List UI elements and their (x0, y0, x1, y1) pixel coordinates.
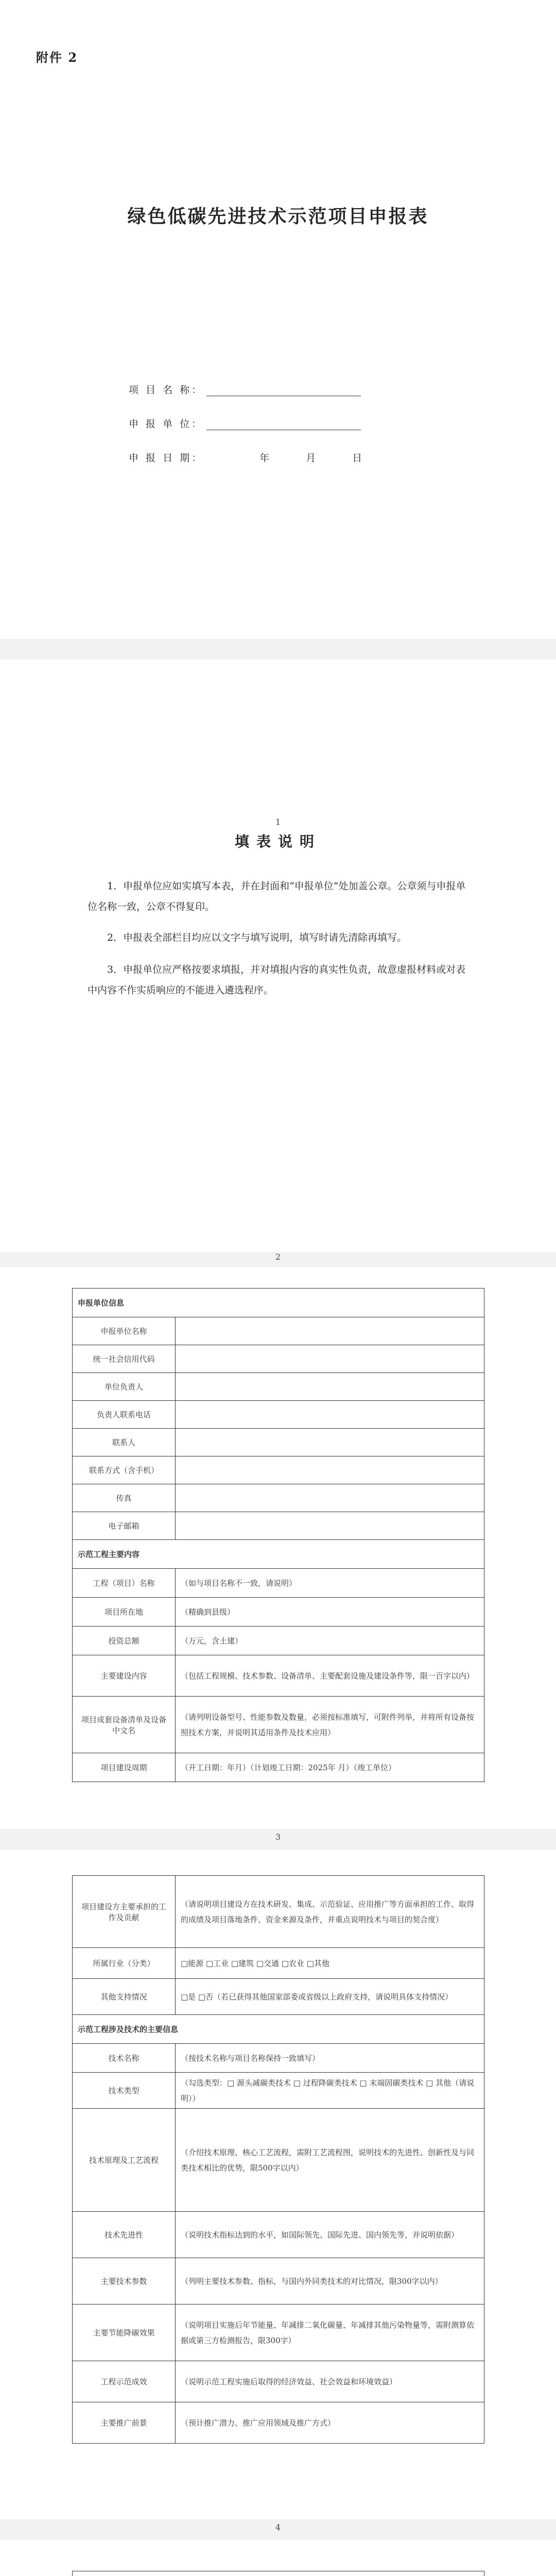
row-value[interactable] (176, 1456, 484, 1484)
row-value[interactable]: （开工日期：年月）（计划竣工日期：2025年 月）（竣工单位） (176, 1753, 484, 1782)
row-label: 传真 (73, 1484, 176, 1512)
section-header: 申报单位信息 (73, 1289, 484, 1317)
attachment-label: 附件 2 (36, 50, 78, 65)
row-label: 投资总额 (73, 1626, 176, 1655)
row-label: 单位负责人 (73, 1373, 176, 1401)
page-number: 2 (275, 1252, 281, 1262)
row-label: 统一社会信用代码 (73, 1345, 176, 1373)
row-value[interactable] (176, 1345, 484, 1373)
row-value[interactable] (176, 1317, 484, 1345)
section-header: 示范工程涉及技术的主要信息 (73, 2015, 484, 2044)
cover-field-date (129, 450, 363, 464)
row-label: 主要节能降碳效果 (73, 2304, 176, 2361)
row-label: 主要推广前景 (73, 2402, 176, 2444)
row-label: 技术名称 (73, 2044, 176, 2073)
instruction-item: 1．申报单位应如实填写本表，并在封面和“申报单位”处加盖公章。公章须与申报单位名称一致，公章不得复印。 (88, 880, 466, 912)
date-month: 月 (306, 452, 317, 464)
cover-field-label: 项 目 名 称： (129, 384, 204, 396)
row-value[interactable] (176, 1512, 484, 1540)
instruction-item: 3．申报单位应严格按要求填报，并对填报内容的真实性负责，故意虚报材料或对表中内容不作实质响应的不能进入遴选程序。 (88, 964, 466, 996)
cover-field-label: 申 报 单 位： (129, 418, 204, 430)
row-value[interactable]: （说明示范工程实施后取得的经济效益、社会效益和环境效益） (176, 2361, 484, 2402)
row-value[interactable]: （预计推广潜力、推广应用领域及推广方式） (176, 2402, 484, 2444)
row-value[interactable]: （请说明项目建设方在技术研发、集成、示范验证、应用推广等方面承担的工作、取得的成绩及项目落地条件、资金来源及条件，并重点说明技术与项目的契合度） (176, 1876, 484, 1948)
page-number: 1 (275, 817, 281, 827)
project-detail-table (72, 1875, 484, 2444)
row-label: 项目建设周期 (73, 1753, 176, 1782)
row-label: 其他支持情况 (73, 1979, 176, 2015)
row-label: 项目所在地 (73, 1598, 176, 1626)
row-value[interactable]: □能源 □工业 □建筑 □交通 □农业 □其他 (176, 1948, 484, 1979)
row-label: 项目建设方主要承担的工作及贡献 (73, 1876, 176, 1948)
instructions-title: 填表说明 (234, 833, 321, 850)
row-value[interactable]: （如与项目名称不一致，请说明） (176, 1569, 484, 1598)
row-value[interactable]: □是 □否（若已获得其他国家部委或省级以上政府支持，请说明具体支持情况） (176, 1979, 484, 2015)
row-value[interactable] (176, 1429, 484, 1456)
section-header (73, 2571, 484, 2576)
row-value[interactable]: （精确到县级） (176, 1598, 484, 1626)
row-value[interactable]: （请列明设备型号、性能参数及数量，必须按标准填写，可附件列举，并将所有设备按照技术方案，并说明其适用条件及技术应用） (176, 1697, 484, 1753)
row-label: 联系方式（含手机） (73, 1456, 176, 1484)
row-label: 所属行业（分类） (73, 1948, 176, 1979)
row-label: 项目成套设备清单及设备中文名 (73, 1697, 176, 1753)
row-label: 工程（项目）名称 (73, 1569, 176, 1598)
row-value[interactable]: （说明项目实施后年节能量、年减排二氧化碳量、年减排其他污染物量等，需附测算依据或第三方检测报告，限300字） (176, 2304, 484, 2361)
core-tech-table (72, 2571, 484, 2576)
cover-page (0, 0, 556, 639)
row-value[interactable] (176, 1484, 484, 1512)
date-day: 日 (352, 452, 363, 464)
row-label: 工程示范成效 (73, 2361, 176, 2402)
row-label: 负责人联系电话 (73, 1401, 176, 1429)
cover-field-project-name (129, 382, 361, 396)
row-value[interactable]: （万元，含土建） (176, 1626, 484, 1655)
section-header: 示范工程主要内容 (73, 1540, 484, 1569)
cover-field-label: 申 报 日 期： (129, 452, 204, 464)
row-value[interactable] (176, 1401, 484, 1429)
row-value[interactable]: （说明技术指标达到的水平，如国际领先、国际先进、国内领先等，并说明依据） (176, 2212, 484, 2258)
row-value[interactable]: （勾选类型：□ 源头减碳类技术 □ 过程降碳类技术 □ 末端固碳类技术 □ 其他（请说明）） (176, 2073, 484, 2109)
instruction-item: 2．申报表全部栏目均应以文字与填写说明，填写时请先清除再填写。 (107, 932, 407, 943)
document-title: 绿色低碳先进技术示范项目申报表 (127, 206, 429, 227)
row-label: 技术类型 (73, 2073, 176, 2109)
date-year: 年 (259, 452, 271, 464)
row-value[interactable]: （包括工程规模、技术参数、设备清单、主要配套设施及建设条件等，限一百字以内） (176, 1655, 484, 1697)
fill-line (206, 386, 361, 396)
page-number: 3 (275, 1832, 281, 1842)
unit-info-table (72, 1288, 484, 1782)
fill-line (206, 420, 361, 430)
row-label: 技术先进性 (73, 2212, 176, 2258)
page-number: 4 (275, 2522, 281, 2532)
row-value[interactable]: （介绍技术原理、核心工艺流程，需附工艺流程图，说明技术的先进性、创新性及与同类技术相比的优势，限500字以内） (176, 2109, 484, 2212)
row-value[interactable]: （按技术名称与项目名称保持一致填写） (176, 2044, 484, 2073)
row-value[interactable] (176, 1373, 484, 1401)
instructions-page (0, 659, 556, 1252)
row-label: 联系人 (73, 1429, 176, 1456)
row-label: 技术原理及工艺流程 (73, 2109, 176, 2212)
row-label: 申报单位名称 (73, 1317, 176, 1345)
row-value[interactable]: （列明主要技术参数、指标，与国内外同类技术的对比情况，限300字以内） (176, 2258, 484, 2304)
date-parts (224, 450, 363, 464)
row-label: 主要技术参数 (73, 2258, 176, 2304)
row-label: 主要建设内容 (73, 1655, 176, 1697)
row-label: 电子邮箱 (73, 1512, 176, 1540)
cover-field-unit (129, 416, 361, 430)
